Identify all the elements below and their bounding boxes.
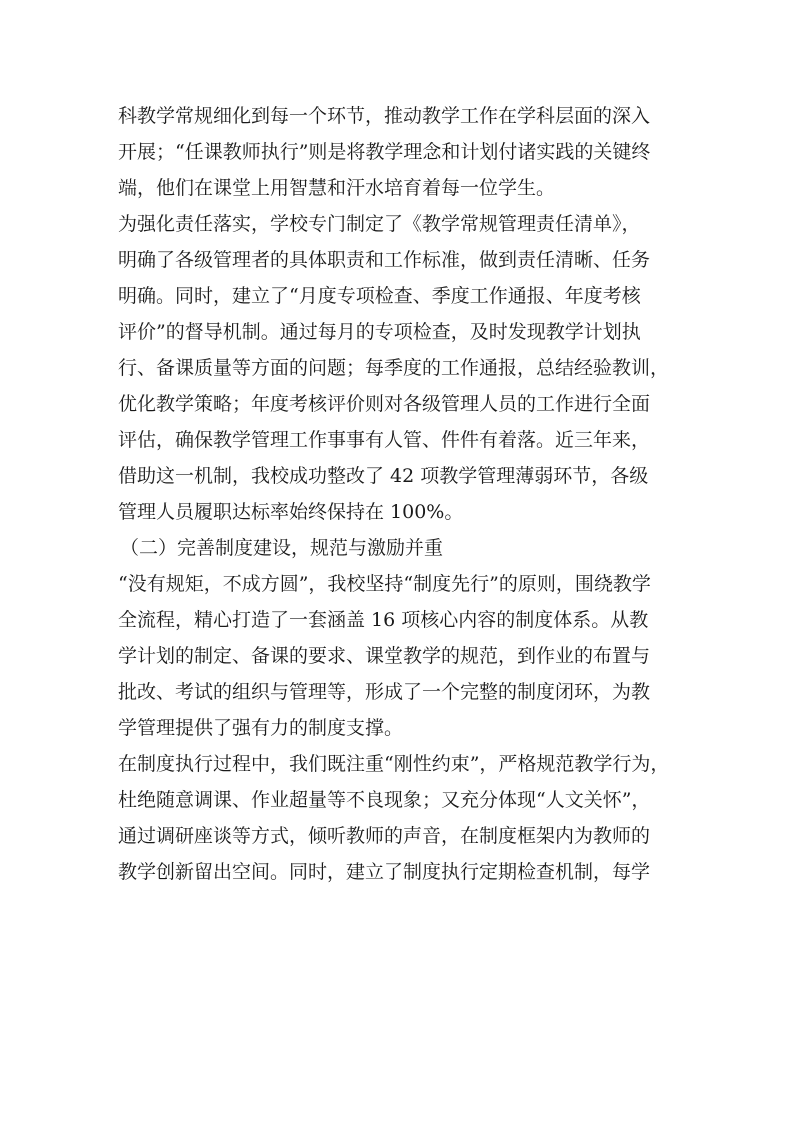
document-body [118,98,678,890]
text-line: 行、备课质量等方面的问题；每季度的工作通报，总结经验教训， [118,357,670,379]
text-line: 管理人员履职达标率始终保持在 100%。 [118,501,464,523]
text-line: 明确了各级管理者的具体职责和工作标准，做到责任清晰、任务 [118,249,651,271]
text-line: 科教学常规细化到每一个环节，推动教学工作在学科层面的深入 [118,105,651,127]
text-line: 批改、考试的组织与管理等，形成了一个完整的制度闭环，为教 [118,681,651,703]
text-line: 学管理提供了强有力的制度支撑。 [118,717,404,739]
text-line: 全流程，精心打造了一套涵盖 16 项核心内容的制度体系。从教 [118,609,649,631]
text-line: 开展；“任课教师执行”则是将教学理念和计划付诸实践的关键终 [118,141,651,163]
text-line: 优化教学策略；年度考核评价则对各级管理人员的工作进行全面 [118,393,651,415]
text-line: 评估，确保教学管理工作事事有人管、件件有着落。近三年来， [118,429,651,451]
text-line: 教学创新留出空间。同时，建立了制度执行定期检查机制，每学 [118,861,651,883]
text-line: 借助这一机制，我校成功整改了 42 项教学管理薄弱环节，各级 [118,465,649,487]
text-line: 明确。同时，建立了“月度专项检查、季度工作通报、年度考核 [118,285,641,307]
text-line: 为强化责任落实，学校专门制定了《教学常规管理责任清单》， [118,213,641,235]
text-line: 端，他们在课堂上用智慧和汗水培育着每一位学生。 [118,177,556,199]
section-heading: （二）完善制度建设，规范与激励并重 [120,537,444,559]
text-line: 杜绝随意调课、作业超量等不良现象；又充分体现“人文关怀”， [118,789,651,811]
text-line: “没有规矩，不成方圆”，我校坚持“制度先行”的原则，围绕教学 [118,573,651,595]
text-line: 评价”的督导机制。通过每月的专项检查，及时发现教学计划执 [118,321,641,343]
text-line: 通过调研座谈等方式，倾听教师的声音，在制度框架内为教师的 [118,825,651,847]
text-line: 在制度执行过程中，我们既注重“刚性约束”，严格规范教学行为， [118,753,670,775]
text-line: 学计划的制定、备课的要求、课堂教学的规范，到作业的布置与 [118,645,651,667]
